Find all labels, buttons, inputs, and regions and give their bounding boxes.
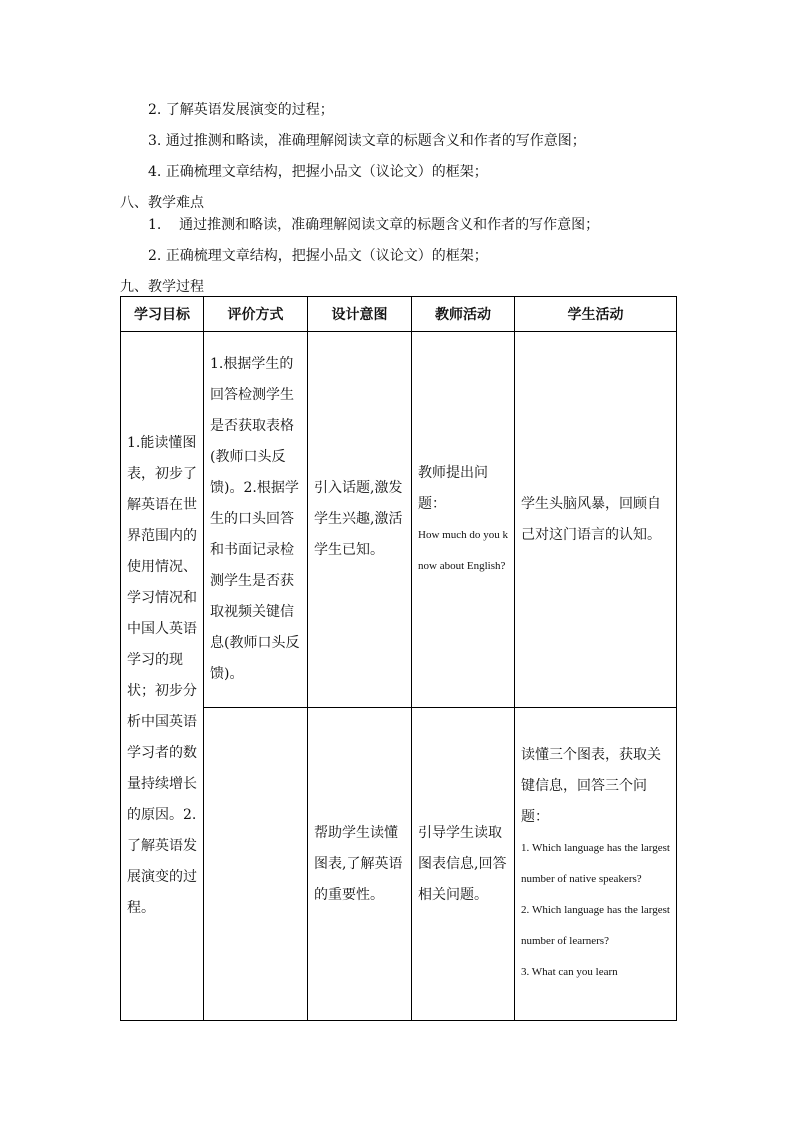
intent-cell-1: 引入话题,激发学生兴趣,激活学生已知。 (308, 332, 412, 708)
objective-4: 4. 正确梳理文章结构，把握小品文（议论文）的框架； (148, 164, 488, 180)
learning-goal-cell: 1.能读懂图表，初步了解英语在世界范围内的使用情况、学习情况和中国人英语学习的现状；初步分析中国英语学习者的数量持续增长的原因。2.了解英语发展演变的过程。 (121, 332, 204, 1021)
header-evaluation: 评价方式 (204, 297, 308, 332)
student-question-3: 3. What can you learn (521, 966, 618, 978)
teacher-prompt-zh: 教师提出问题： (418, 464, 488, 512)
objective-2: 2. 了解英语发展演变的过程； (148, 102, 334, 118)
header-learning-goal: 学习目标 (121, 297, 204, 332)
process-heading: 九、教学过程 (120, 279, 204, 295)
intent-cell-2: 帮助学生读懂图表,了解英语的重要性。 (308, 708, 412, 1021)
difficulties-heading: 八、教学难点 (120, 195, 204, 211)
table-row (121, 708, 677, 1021)
difficulty-2: 2. 正确梳理文章结构，把握小品文（议论文）的框架； (148, 248, 488, 264)
student-task-zh: 读懂三个图表，获取关键信息，回答三个问题： (521, 747, 661, 825)
evaluation-cell-2 (204, 708, 308, 1021)
teacher-cell-2: 引导学生读取图表信息,回答相关问题。 (412, 708, 515, 1021)
header-teacher-activity: 教师活动 (412, 297, 515, 332)
table-header-row (121, 297, 677, 332)
objective-3: 3. 通过推测和略读，准确理解阅读文章的标题含义和作者的写作意图； (148, 133, 586, 149)
teacher-prompt-en: How much do you know about English? (418, 528, 508, 572)
student-question-1: 1. Which language has the largest number of native speakers? (521, 842, 670, 885)
student-question-2: 2. Which language has the largest number of learners? (521, 904, 670, 947)
process-table (120, 296, 677, 1021)
header-student-activity: 学生活动 (515, 297, 677, 332)
difficulty-1: 1. 通过推测和略读，准确理解阅读文章的标题含义和作者的写作意图； (148, 217, 600, 233)
header-design-intent: 设计意图 (308, 297, 412, 332)
student-cell-2 (515, 708, 677, 1021)
teacher-cell-1 (412, 332, 515, 708)
student-cell-1: 学生头脑风暴，回顾自己对这门语言的认知。 (515, 332, 677, 708)
table-row (121, 332, 677, 708)
evaluation-cell-1: 1.根据学生的回答检测学生是否获取表格(教师口头反馈)。2.根据学生的口头回答和书面记录检测学生是否获取视频关键信息(教师口头反馈)。 (204, 332, 308, 708)
